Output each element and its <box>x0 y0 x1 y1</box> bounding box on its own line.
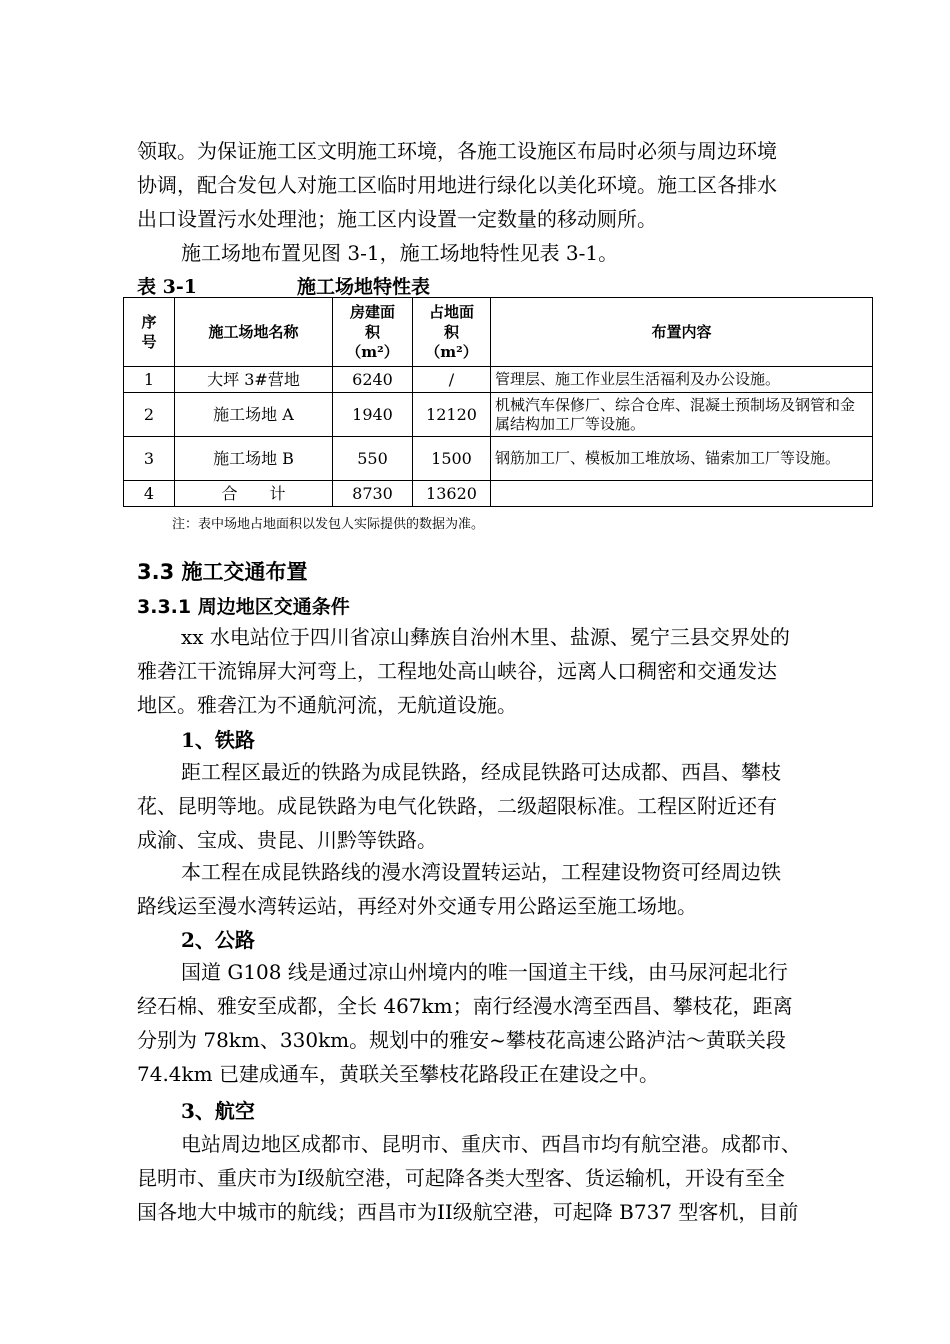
section-heading: 3.3 施工交通布置 <box>137 560 308 584</box>
table-caption <box>137 272 430 299</box>
text-line: 74.4km 已建成通车，黄联关至攀枝花路段正在建设之中。 <box>137 1062 659 1086</box>
intro-paragraph <box>137 134 859 270</box>
table-note: 注：表中场地占地面积以发包人实际提供的数据为准。 <box>172 517 485 532</box>
cell-building: 6240 <box>333 367 413 393</box>
cell-content: 钢筋加工厂、模板加工堆放场、锚索加工厂等设施。 <box>491 437 873 481</box>
cell-land: 1500 <box>413 437 491 481</box>
cell-content <box>491 481 873 507</box>
cell-content: 管理层、施工作业层生活福利及办公设施。 <box>491 367 873 393</box>
cell-building: 550 <box>333 437 413 481</box>
railway-transfer-paragraph <box>137 855 859 923</box>
figure-table-reference: 施工场地布置见图 3-1，施工场地特性见表 3-1。 <box>181 241 619 265</box>
cell-no: 3 <box>124 437 175 481</box>
text-line: 出口设置污水处理池；施工区内设置一定数量的移动厕所。 <box>137 207 657 231</box>
text-line: 路线运至漫水湾转运站，再经对外交通专用公路运至施工场地。 <box>137 894 697 918</box>
cell-land: 12120 <box>413 393 491 437</box>
cell-name: 大坪 3#营地 <box>175 367 333 393</box>
aviation-paragraph <box>137 1127 859 1229</box>
cell-no: 2 <box>124 393 175 437</box>
text-line: 经石棉、雅安至成都，全长 467km；南行经漫水湾至西昌、攀枝花，距离 <box>137 994 793 1018</box>
table-total-row <box>124 481 873 507</box>
table-title: 施工场地特性表 <box>297 276 431 298</box>
railway-paragraph <box>137 755 859 857</box>
header-building-area: 房建面积（m²） <box>333 298 413 367</box>
text-line: 昆明市、重庆市为I级航空港，可起降各类大型客、货运输机，开设有至全 <box>137 1166 785 1190</box>
text-line: xx 水电站位于四川省凉山彝族自治州木里、盐源、冕宁三县交界处的 <box>181 625 790 649</box>
text-line: 本工程在成昆铁路线的漫水湾设置转运站，工程建设物资可经周边铁 <box>181 860 781 884</box>
text-line: 成渝、宝成、贵昆、川黔等铁路。 <box>137 828 437 852</box>
header-land-area: 占地面积（m²） <box>413 298 491 367</box>
location-paragraph <box>137 620 859 722</box>
table-label: 表 3-1 <box>137 276 197 298</box>
table-row <box>124 393 873 437</box>
text-line: 雅砻江干流锦屏大河弯上，工程地处高山峡谷，远离人口稠密和交通发达 <box>137 659 777 683</box>
header-name: 施工场地名称 <box>175 298 333 367</box>
header-no: 序号 <box>124 298 175 367</box>
cell-building: 1940 <box>333 393 413 437</box>
highway-heading: 2、公路 <box>181 928 255 952</box>
railway-heading: 1、铁路 <box>181 728 255 752</box>
table-header-row <box>124 298 873 367</box>
table-row <box>124 367 873 393</box>
cell-name: 施工场地 A <box>175 393 333 437</box>
cell-name: 施工场地 B <box>175 437 333 481</box>
text-line: 国各地大中城市的航线；西昌市为II级航空港，可起降 B737 型客机，目前 <box>137 1200 799 1224</box>
text-line: 分别为 78km、330km。规划中的雅安~攀枝花高速公路泸沽～黄联关段 <box>137 1028 786 1052</box>
text-line: 领取。为保证施工区文明施工环境，各施工设施区布局时必须与周边环境 <box>137 139 777 163</box>
aviation-heading: 3、航空 <box>181 1099 255 1123</box>
cell-content: 机械汽车保修厂、综合仓库、混凝土预制场及钢管和金属结构加工厂等设施。 <box>491 393 873 437</box>
site-characteristics-table <box>123 297 873 507</box>
text-line: 花、昆明等地。成昆铁路为电气化铁路，二级超限标准。工程区附近还有 <box>137 794 777 818</box>
header-content: 布置内容 <box>491 298 873 367</box>
highway-paragraph <box>137 955 859 1091</box>
text-line: 国道 G108 线是通过凉山州境内的唯一国道主干线，由马尿河起北行 <box>181 960 788 984</box>
text-line: 协调，配合发包人对施工区临时用地进行绿化以美化环境。施工区各排水 <box>137 173 777 197</box>
cell-land: 13620 <box>413 481 491 507</box>
cell-building: 8730 <box>333 481 413 507</box>
table-row <box>124 437 873 481</box>
cell-no: 1 <box>124 367 175 393</box>
text-line: 地区。雅砻江为不通航河流，无航道设施。 <box>137 693 517 717</box>
cell-land: / <box>413 367 491 393</box>
cell-name: 合 计 <box>175 481 333 507</box>
text-line: 电站周边地区成都市、昆明市、重庆市、西昌市均有航空港。成都市、 <box>181 1132 801 1156</box>
cell-no: 4 <box>124 481 175 507</box>
subsection-heading: 3.3.1 周边地区交通条件 <box>137 596 350 618</box>
text-line: 距工程区最近的铁路为成昆铁路，经成昆铁路可达成都、西昌、攀枝 <box>181 760 781 784</box>
